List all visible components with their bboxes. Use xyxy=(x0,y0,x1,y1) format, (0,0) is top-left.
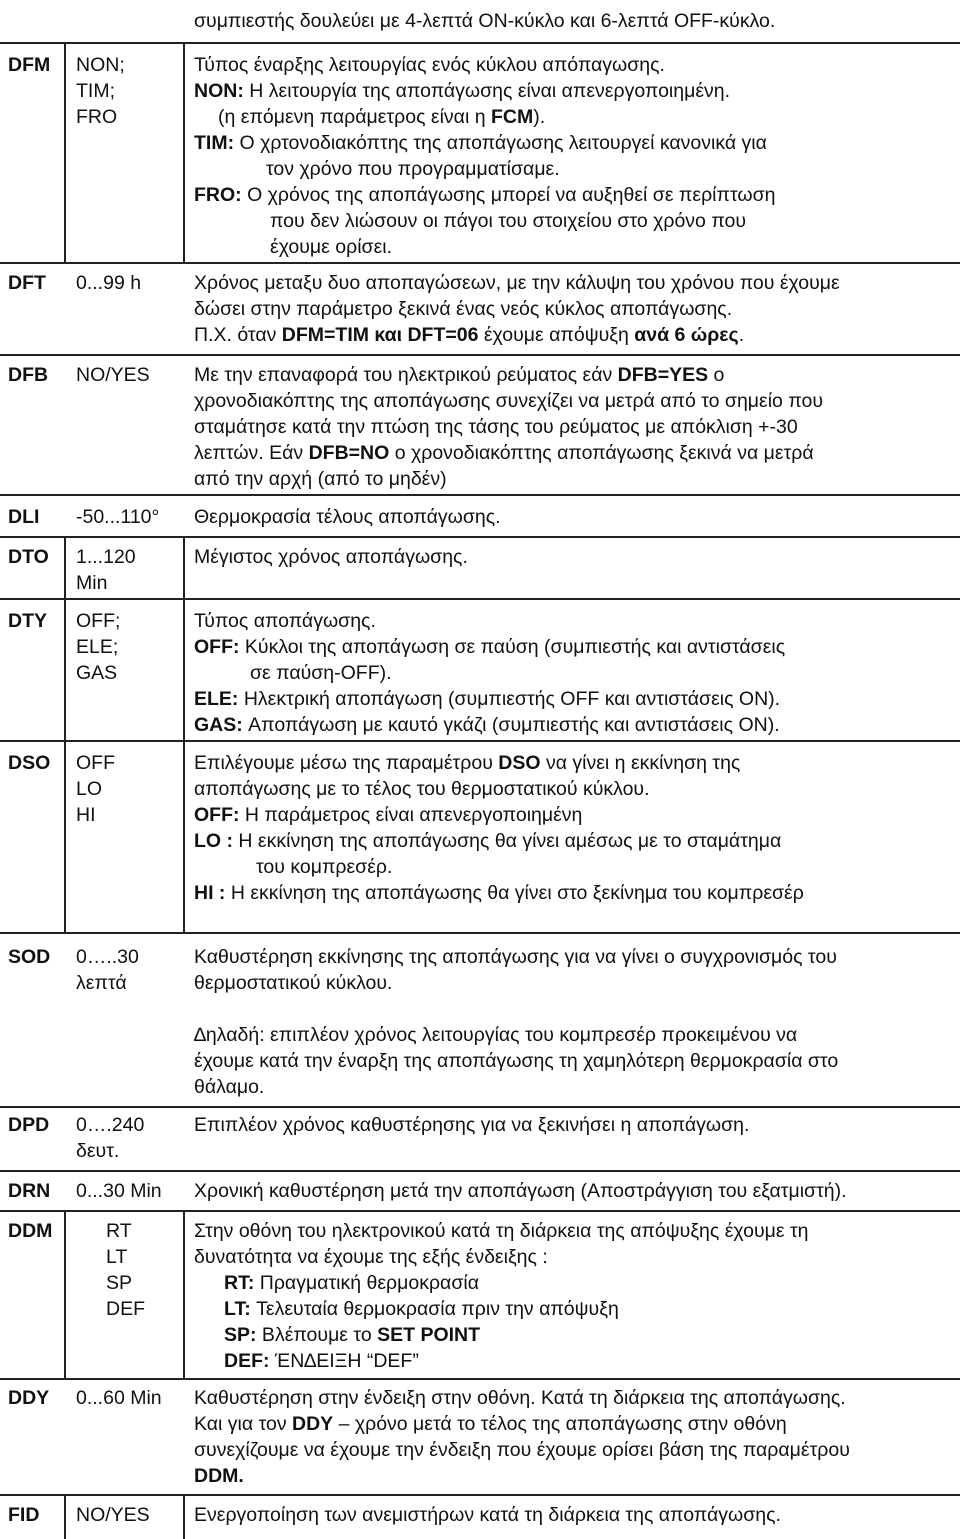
param-code: SOD xyxy=(8,946,51,968)
col-divider xyxy=(64,536,66,932)
range-value: 0...60 Min xyxy=(76,1387,162,1409)
param-description xyxy=(194,1385,850,1489)
range-value: 0...30 Min xyxy=(76,1180,162,1202)
text-run: σε παύση-OFF). xyxy=(250,662,392,684)
param-code: DSO xyxy=(8,752,51,774)
param-description xyxy=(194,544,468,570)
text-run: να γίνει η εκκίνηση της xyxy=(540,752,741,774)
row-divider xyxy=(0,932,960,934)
description-line xyxy=(194,1048,838,1074)
param-range xyxy=(76,504,159,530)
param-description xyxy=(194,362,823,492)
text-run: (η επόμενη παράμετρος είναι η xyxy=(218,106,491,128)
text-run: έχουμε ορίσει. xyxy=(270,236,393,258)
row-divider xyxy=(0,42,960,44)
param-code: DLI xyxy=(8,506,40,528)
text-run: δυνατότητα να έχουμε της εξής ένδειξης : xyxy=(194,1246,548,1268)
bold-run: DEF: xyxy=(224,1350,270,1372)
description-line xyxy=(194,1112,749,1138)
description-line xyxy=(194,776,804,802)
param-code: DFM xyxy=(8,54,51,76)
param-range xyxy=(76,1112,144,1164)
text-run: . xyxy=(738,324,745,346)
description-line xyxy=(194,1322,809,1348)
range-value: 1...120 xyxy=(76,546,136,568)
description-line xyxy=(194,466,823,492)
text-run: Πραγματική θερμοκρασία xyxy=(254,1272,479,1294)
range-value: LT xyxy=(106,1246,128,1268)
param-code: DFB xyxy=(8,364,49,386)
description-line xyxy=(194,130,776,156)
col-divider xyxy=(183,1494,185,1539)
description-line xyxy=(194,104,776,130)
description-line xyxy=(194,1244,809,1270)
range-value: FRO xyxy=(76,106,118,128)
description-line xyxy=(194,296,840,322)
description-line xyxy=(194,1502,781,1528)
text-run: Στην οθόνη του ηλεκτρονικού κατά τη διάρκεια της απόψυξης έχουμε τη xyxy=(194,1220,809,1242)
param-code: DFT xyxy=(8,272,46,294)
text-run: Τελευταία θερμοκρασία πριν την απόψυξη xyxy=(250,1298,619,1320)
description-line xyxy=(194,944,838,970)
range-value: GAS xyxy=(76,662,118,684)
text-run: Αποπάγωση με καυτό γκάζι (συμπιεστής και αντιστάσεις ON). xyxy=(242,714,780,736)
description-line xyxy=(194,156,776,182)
param-range xyxy=(76,608,120,686)
row-divider xyxy=(0,1378,960,1380)
col-divider xyxy=(183,42,185,262)
text-run: Ηλεκτρική αποπάγωση (συμπιεστής OFF και αντιστάσεις ON). xyxy=(238,688,781,710)
param-range xyxy=(106,1218,145,1322)
range-value: LO xyxy=(76,778,103,800)
text-run: Η εκκίνηση της αποπάγωσης θα γίνει αμέσως με το σταμάτημα xyxy=(233,830,782,852)
row-divider xyxy=(0,1210,960,1212)
param-code: DRN xyxy=(8,1180,51,1202)
description-line xyxy=(194,1463,850,1489)
bold-run: TIM: xyxy=(194,132,235,154)
param-description xyxy=(194,750,804,906)
description-line xyxy=(194,880,804,906)
row-divider xyxy=(0,740,960,742)
text-run: Επιπλέον χρόνος καθυστέρησης για να ξεκινήσει η αποπάγωση. xyxy=(194,1114,750,1136)
text-run: Η λειτουργία της αποπάγωσης είναι απενεργοποιημένη. xyxy=(243,80,731,102)
row-divider xyxy=(0,1494,960,1496)
param-code: DDY xyxy=(8,1387,50,1409)
bold-run: DDY xyxy=(292,1413,334,1435)
bold-run: FCM xyxy=(490,106,534,128)
param-code: DTO xyxy=(8,546,49,568)
description-line xyxy=(194,1074,838,1100)
description-line xyxy=(194,970,838,996)
description-line xyxy=(194,608,785,634)
text-run: Χρόνος μεταξυ δυο αποπαγώσεων, με την κάλυψη του χρόνου που έχουμε xyxy=(194,272,840,294)
param-description xyxy=(194,270,840,348)
text-run: από την αρχή (από το μηδέν) xyxy=(194,468,447,490)
text-run: Τύπος αποπάγωσης. xyxy=(194,610,376,632)
row-divider xyxy=(0,262,960,264)
param-description xyxy=(194,944,838,1100)
text-run: δώσει στην παράμετρο ξεκινά ένας νεός κύκλος αποπάγωσης. xyxy=(194,298,733,320)
param-description xyxy=(194,1502,781,1528)
text-run: Η εκκίνηση της αποπάγωσης θα γίνει στο ξεκίνημα του κομπρεσέρ xyxy=(225,882,804,904)
param-range xyxy=(76,1178,162,1204)
param-range xyxy=(76,544,136,596)
range-value: NON; xyxy=(76,54,125,76)
bold-run: NON: xyxy=(194,80,244,102)
param-description xyxy=(194,1218,809,1374)
text-run: Καθυστέρηση στην ένδειξη στην οθόνη. Κατά τη διάρκεια της αποπάγωσης. xyxy=(194,1387,846,1409)
text-run: Βλέπουμε το xyxy=(256,1324,378,1346)
description-line xyxy=(194,854,804,880)
row-divider xyxy=(0,494,960,496)
bold-run: DFB=YES xyxy=(617,364,709,386)
param-description xyxy=(194,504,501,530)
bold-run: OFF: xyxy=(194,804,240,826)
text-run: Π.Χ. όταν xyxy=(194,324,282,346)
description-line xyxy=(194,544,468,570)
text-run: Τύπος έναρξης λειτουργίας ενός κύκλου απόπαγωσης. xyxy=(194,54,665,76)
text-run: αποπάγωσης με το τέλος του θερμοστατικού κύκλου. xyxy=(194,778,650,800)
param-range xyxy=(76,1385,162,1411)
text-run: Με την επαναφορά του ηλεκτρικού ρεύματος εάν xyxy=(194,364,618,386)
text-run: ∆ηλαδή: επιπλέον χρόνος λειτουργίας του κομπρεσέρ προκειμένου να xyxy=(194,1024,798,1046)
description-line xyxy=(194,1022,838,1048)
param-range xyxy=(76,1502,150,1528)
bold-run: RT: xyxy=(224,1272,255,1294)
param-code: DPD xyxy=(8,1114,50,1136)
param-description xyxy=(194,608,785,738)
col-divider xyxy=(183,1210,185,1378)
text-run: Χρονική καθυστέρηση μετά την αποπάγωση (Αποστράγγιση του εξατμιστή). xyxy=(194,1180,847,1202)
text-run: Και για τον xyxy=(194,1413,293,1435)
description-line xyxy=(194,1218,809,1244)
description-line xyxy=(194,1296,809,1322)
param-description xyxy=(194,1178,847,1204)
param-code: FID xyxy=(8,1504,40,1526)
bold-run: SET POINT xyxy=(377,1324,481,1346)
description-line xyxy=(194,504,501,530)
description-line xyxy=(194,996,838,1022)
description-line xyxy=(194,660,785,686)
text-run: ο χρονοδιακόπτης αποπάγωσης ξεκινά να μετρά xyxy=(389,442,814,464)
description-line xyxy=(194,182,776,208)
param-range xyxy=(76,362,150,388)
range-value: RT xyxy=(106,1220,132,1242)
col-divider xyxy=(64,1210,66,1378)
description-line xyxy=(194,52,776,78)
range-value: SP xyxy=(106,1272,133,1294)
bold-run: LT: xyxy=(224,1298,251,1320)
text-run: ΈΝ∆ΕΙΞΗ “DEF” xyxy=(269,1350,419,1372)
description-line xyxy=(194,414,823,440)
bold-run: DFM=TIM και DFT=06 xyxy=(281,324,479,346)
range-value: HI xyxy=(76,804,96,826)
bold-run: GAS: xyxy=(194,714,243,736)
range-value: TIM; xyxy=(76,80,115,102)
range-value: DEF xyxy=(106,1298,145,1320)
range-value: Min xyxy=(76,572,108,594)
row-divider xyxy=(0,1170,960,1172)
bold-run: LO : xyxy=(194,830,233,852)
range-value: -50...110° xyxy=(76,506,160,528)
param-range xyxy=(76,944,139,996)
row-divider xyxy=(0,598,960,600)
text-run: χρονοδιακόπτης της αποπάγωσης συνεχίζει να μετρά από το σημείο που xyxy=(194,390,824,412)
text-run: συνεχίζουμε να έχουμε την ένδειξη που έχουμε ορίσει βάση της παραμέτρου xyxy=(194,1439,850,1461)
text-run: Ο χρόνος της αποπάγωσης μπορεί να αυξηθεί σε περίπτωση xyxy=(241,184,776,206)
text-run: ). xyxy=(533,106,546,128)
description-line xyxy=(194,322,840,348)
param-range xyxy=(76,750,115,828)
row-divider xyxy=(0,354,960,356)
description-line xyxy=(194,440,823,466)
description-line xyxy=(194,1385,850,1411)
text-run: Κύκλοι της αποπάγωση σε παύση (συμπιεστής και αντιστάσεις xyxy=(239,636,786,658)
text-run: λεπτών. Εάν xyxy=(194,442,309,464)
description-line xyxy=(194,1270,809,1296)
description-line xyxy=(194,270,840,296)
col-divider xyxy=(183,536,185,932)
col-divider xyxy=(64,42,66,262)
range-value: 0...99 h xyxy=(76,272,142,294)
description-line xyxy=(194,1411,850,1437)
description-line xyxy=(194,78,776,104)
top-line: συμπιεστής δουλεύει με 4-λεπτά ON-κύκλο και 6-λεπτά OFF-κύκλο. xyxy=(194,10,776,32)
bold-run: HI : xyxy=(194,882,226,904)
text-run: σταμάτησε κατά την πτώση της τάσης του ρεύματος με απόκλιση +-30 xyxy=(194,416,798,438)
range-value: NO/YES xyxy=(76,364,150,386)
range-value: ELE; xyxy=(76,636,119,658)
bold-run: DSO xyxy=(498,752,541,774)
bold-run: FRO: xyxy=(194,184,242,206)
col-divider xyxy=(64,1494,66,1539)
text-run: έχουμε απόψυξη xyxy=(478,324,635,346)
text-run: του κομπρεσέρ. xyxy=(256,856,393,878)
text-run: Θερμοκρασία τέλους αποπάγωσης. xyxy=(194,506,501,528)
param-description xyxy=(194,1112,749,1138)
range-value: λεπτά xyxy=(76,972,127,994)
param-range xyxy=(76,52,125,130)
description-line xyxy=(194,750,804,776)
text-run: θάλαμο. xyxy=(194,1076,265,1098)
range-value: OFF; xyxy=(76,610,121,632)
param-code: DDM xyxy=(8,1220,53,1242)
description-line xyxy=(194,712,785,738)
bold-run: SP: xyxy=(224,1324,257,1346)
description-line xyxy=(194,1437,850,1463)
text-run: Επιλέγουμε μέσω της παραμέτρου xyxy=(194,752,499,774)
text-run: Ενεργοποίηση των ανεμιστήρων κατά τη διάρκεια της αποπάγωσης. xyxy=(194,1504,781,1526)
range-value: δευτ. xyxy=(76,1140,120,1162)
text-run: που δεν λιώσουν οι πάγοι του στοιχείου στο χρόνο που xyxy=(270,210,747,232)
bold-run: OFF: xyxy=(194,636,240,658)
param-description xyxy=(194,52,776,260)
description-line xyxy=(194,234,776,260)
range-value: 0….240 xyxy=(76,1114,145,1136)
description-line xyxy=(194,686,785,712)
description-line xyxy=(194,388,823,414)
description-line xyxy=(194,828,804,854)
bold-run: ELE: xyxy=(194,688,239,710)
description-line xyxy=(194,802,804,828)
text-run: Καθυστέρηση εκκίνησης της αποπάγωσης για να γίνει ο συγχρονισμός του xyxy=(194,946,837,968)
description-line xyxy=(194,362,823,388)
param-code: DTY xyxy=(8,610,47,632)
description-line xyxy=(194,634,785,660)
range-value: NO/YES xyxy=(76,1504,150,1526)
text-run: θερμοστατικού κύκλου. xyxy=(194,972,393,994)
text-run: ο xyxy=(708,364,725,386)
row-divider xyxy=(0,536,960,538)
text-run: Μέγιστος χρόνος αποπάγωσης. xyxy=(194,546,468,568)
bold-run: DFB=NO xyxy=(308,442,390,464)
description-line xyxy=(194,1178,847,1204)
bold-run: ανά 6 ώρες xyxy=(634,324,739,346)
range-value: 0…..30 xyxy=(76,946,139,968)
text-run: τον χρόνο που προγραμματίσαμε. xyxy=(266,158,560,180)
text-run: Η παράμετρος είναι απενεργοποιημένη xyxy=(239,804,583,826)
range-value: OFF xyxy=(76,752,115,774)
row-divider xyxy=(0,1106,960,1108)
description-line xyxy=(194,1348,809,1374)
text-run: Ο χρτονοδιακόπτης της αποπάγωσης λειτουργεί κανονικά για xyxy=(234,132,767,154)
param-range xyxy=(76,270,141,296)
text-run: – χρόνο μετά το τέλος της αποπάγωσης στην οθόνη xyxy=(333,1413,787,1435)
bold-run: DDM. xyxy=(194,1465,244,1487)
description-line xyxy=(194,208,776,234)
text-run: έχουμε κατά την έναρξη της αποπάγωσης τη χαμηλότερη θερμοκρασία στο xyxy=(194,1050,839,1072)
